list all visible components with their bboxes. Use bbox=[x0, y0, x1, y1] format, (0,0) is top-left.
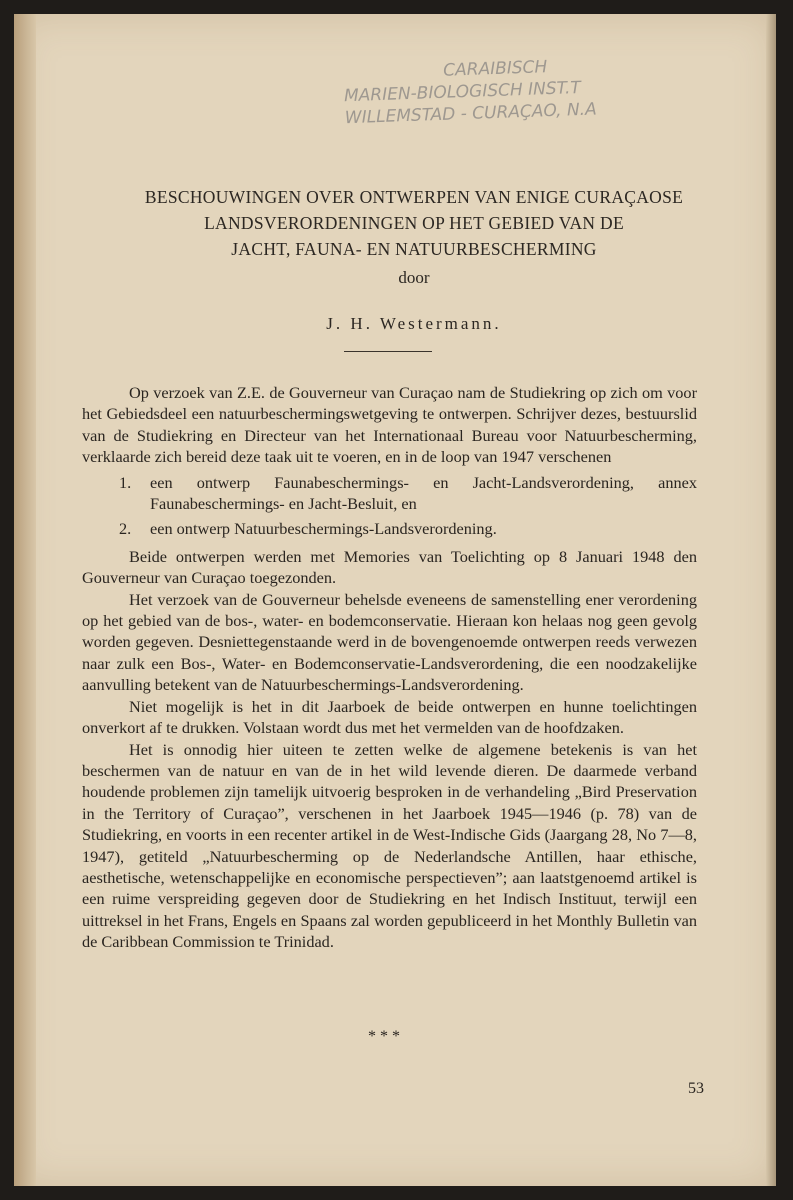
paragraph-3: Het verzoek van de Gouverneur behelsde eveneens de samenstelling ener verordening op het gebied van de bos-, water- en bodemconservatie. Hieraan kon helaas nog geen gevolg worden gegeven. Desniettegenstaande werd in de bovengenoemde ontwerpen reeds verwezen naar zulk een Bos-, Water- en Bodemconservatie-Landsverordening, die een noodzakelijke aanvulling betekent van de Natuurbeschermings-Landsverordening. bbox=[82, 589, 697, 695]
list-item bbox=[82, 472, 697, 515]
title-line-1: BESCHOUWINGEN OVER ONTWERPEN VAN ENIGE CURAÇAOSE bbox=[144, 187, 684, 207]
document-page bbox=[14, 14, 776, 1186]
list-item-number: 1. bbox=[119, 472, 132, 492]
paragraph-4: Niet mogelijk is het in dit Jaarboek de beide ontwerpen en hunne toelichtingen onverkort af te drukken. Volstaan wordt dus met het vermelden van de hoofdzaken. bbox=[82, 696, 697, 738]
paragraph-2: Beide ontwerpen werden met Memories van Toelichting op 8 Januari 1948 den Gouverneur van Curaçao toegezonden. bbox=[82, 546, 697, 588]
stamp-line-1: CARAIBISCH bbox=[442, 57, 548, 81]
institute-stamp bbox=[343, 53, 645, 129]
list-item-number: 2. bbox=[119, 519, 132, 539]
title-divider bbox=[344, 351, 432, 352]
article-title bbox=[74, 184, 754, 262]
stamp-line-3: WILLEMSTAD - CURAÇAO, N.A bbox=[344, 99, 598, 129]
section-separator: * * * bbox=[368, 1028, 400, 1045]
page-number: 53 bbox=[688, 1080, 704, 1097]
title-line-3: JACHT, FAUNA- EN NATUURBESCHERMING bbox=[231, 239, 597, 259]
article-body bbox=[82, 382, 697, 953]
byline: door bbox=[398, 268, 430, 287]
page-right-edge bbox=[766, 14, 776, 1186]
title-line-2: LANDSVERORDENINGEN OP HET GEBIED VAN DE bbox=[204, 213, 624, 233]
page-left-edge bbox=[14, 14, 36, 1186]
stamp-line-2: MARIEN-BIOLOGISCH INST.T bbox=[343, 77, 582, 107]
list-item bbox=[82, 518, 697, 539]
list-item-text: een ontwerp Faunabeschermings- en Jacht-Landsverordening, annex Faunabeschermings- en Jacht-Besluit, en bbox=[150, 472, 697, 514]
list-item-text: een ontwerp Natuurbeschermings-Landsverordening. bbox=[150, 519, 497, 539]
draft-list bbox=[82, 472, 697, 540]
paragraph-5: Het is onnodig hier uiteen te zetten welke de algemene betekenis is van het beschermen van de natuur en van de in het wild levende dieren. De daarmede verband houdende problemen zijn tamelijk uitvoerig besproken in de verhandeling „Bird Preservation in the Territory of Curaçao”, verschenen in het Jaarboek 1945—1946 (p. 78) van de Studiekring, en voorts in een recenter artikel in de West-Indische Gids (Jaargang 28, No 7—8, 1947), getiteld „Natuurbescherming op de Nederlandsche Antillen, haar ethische, aesthetische, wetenschappelijke en economische perspectieven”; aan laatstgenoemd artikel is een ruime verspreiding gegeven door de Studiekring en het Indisch Instituut, terwijl een uittreksel in het Frans, Engels en Spaans zal worden gepubliceerd in het Monthly Bulletin van de Caribbean Commission te Trinidad. bbox=[82, 739, 697, 952]
paragraph-1: Op verzoek van Z.E. de Gouverneur van Curaçao nam de Studiekring op zich om voor het Gebiedsdeel een natuurbeschermingswetgeving te ontwerpen. Schrijver dezes, bestuurslid van de Studiekring en Directeur van het Internationaal Bureau voor Natuurbescherming, verklaarde zich bereid deze taak uit te voeren, en in de loop van 1947 verschenen bbox=[82, 383, 697, 467]
author-name: J. H. Westermann. bbox=[326, 314, 502, 333]
